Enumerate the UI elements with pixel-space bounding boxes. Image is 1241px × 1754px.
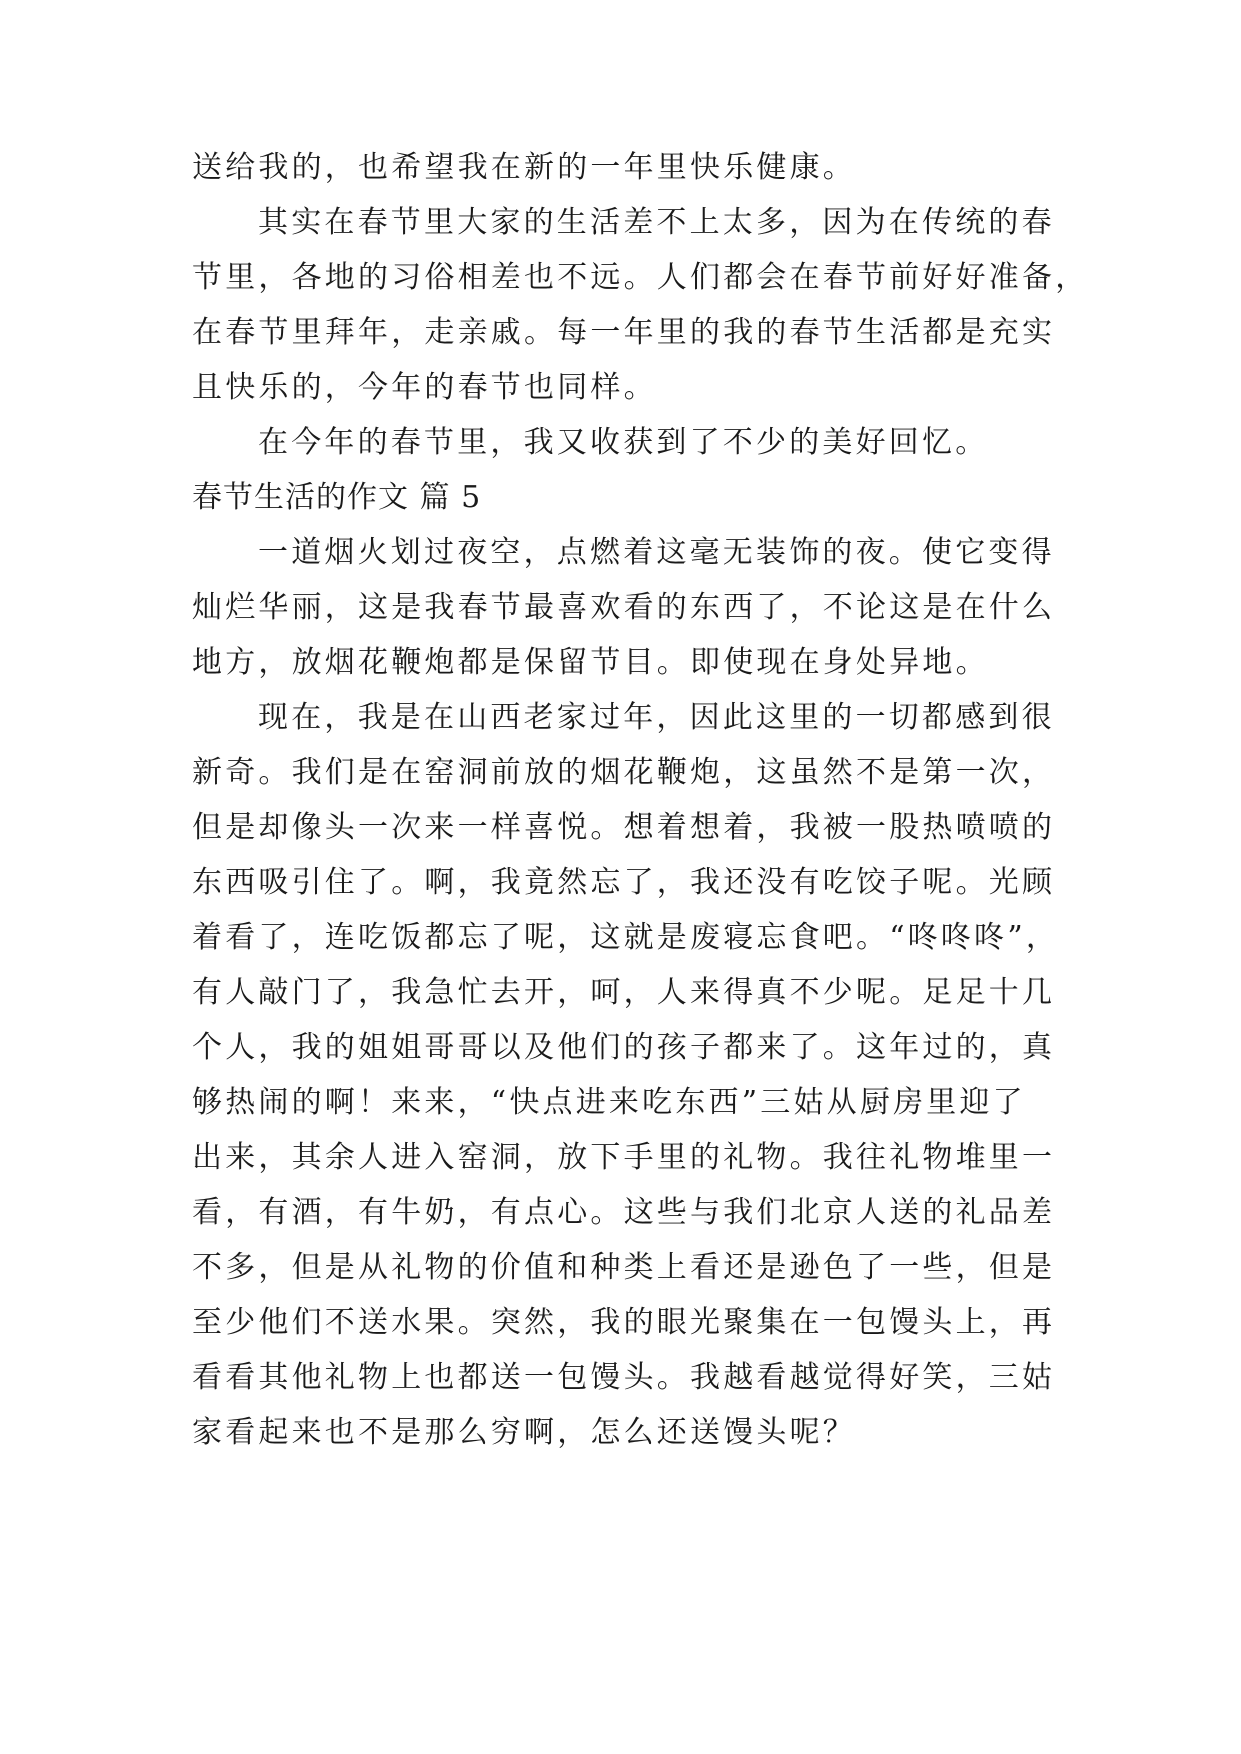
text-line: 着看了，连吃饭都忘了呢，这就是废寝忘食吧。“咚咚咚”，	[192, 920, 1060, 955]
text-line: 但是却像头一次来一样喜悦。想着想着，我被一股热喷喷的	[192, 810, 1056, 845]
text-line: 个人，我的姐姐哥哥以及他们的孩子都来了。这年过的，真	[192, 1030, 1056, 1065]
paragraph-start-line: 在今年的春节里，我又收获到了不少的美好回忆。	[258, 425, 989, 460]
text-line: 灿烂华丽，这是我春节最喜欢看的东西了，不论这是在什么	[192, 590, 1056, 625]
section-heading: 春节生活的作文 篇 5	[192, 480, 482, 515]
text-line: 送给我的，也希望我在新的一年里快乐健康。	[192, 150, 856, 185]
text-line: 节里，各地的习俗相差也不远。人们都会在春节前好好准备，	[192, 260, 1089, 295]
paragraph-start-line: 一道烟火划过夜空，点燃着这毫无装饰的夜。使它变得	[258, 535, 1055, 570]
text-line: 且快乐的，今年的春节也同样。	[192, 370, 657, 405]
text-line: 在春节里拜年，走亲戚。每一年里的我的春节生活都是充实	[192, 315, 1056, 350]
text-line: 不多，但是从礼物的价值和种类上看还是逊色了一些，但是	[192, 1250, 1056, 1285]
text-line: 够热闹的啊！来来，“快点进来吃东西”三姑从厨房里迎了	[192, 1085, 1026, 1120]
text-line: 地方，放烟花鞭炮都是保留节目。即使现在身处异地。	[192, 645, 989, 680]
paragraph-start-line: 其实在春节里大家的生活差不上太多，因为在传统的春	[258, 205, 1055, 240]
text-line: 新奇。我们是在窑洞前放的烟花鞭炮，这虽然不是第一次，	[192, 755, 1056, 790]
text-line: 看看其他礼物上也都送一包馒头。我越看越觉得好笑，三姑	[192, 1360, 1056, 1395]
text-line: 东西吸引住了。啊，我竟然忘了，我还没有吃饺子呢。光顾	[192, 865, 1056, 900]
paragraph-start-line: 现在，我是在山西老家过年，因此这里的一切都感到很	[258, 700, 1055, 735]
text-line: 出来，其余人进入窑洞，放下手里的礼物。我往礼物堆里一	[192, 1140, 1056, 1175]
text-line: 家看起来也不是那么穷啊，怎么还送馒头呢？	[192, 1415, 856, 1450]
text-line: 看，有酒，有牛奶，有点心。这些与我们北京人送的礼品差	[192, 1195, 1056, 1230]
text-line: 有人敲门了，我急忙去开，呵，人来得真不少呢。足足十几	[192, 975, 1056, 1010]
text-line: 至少他们不送水果。突然，我的眼光聚集在一包馒头上，再	[192, 1305, 1056, 1340]
